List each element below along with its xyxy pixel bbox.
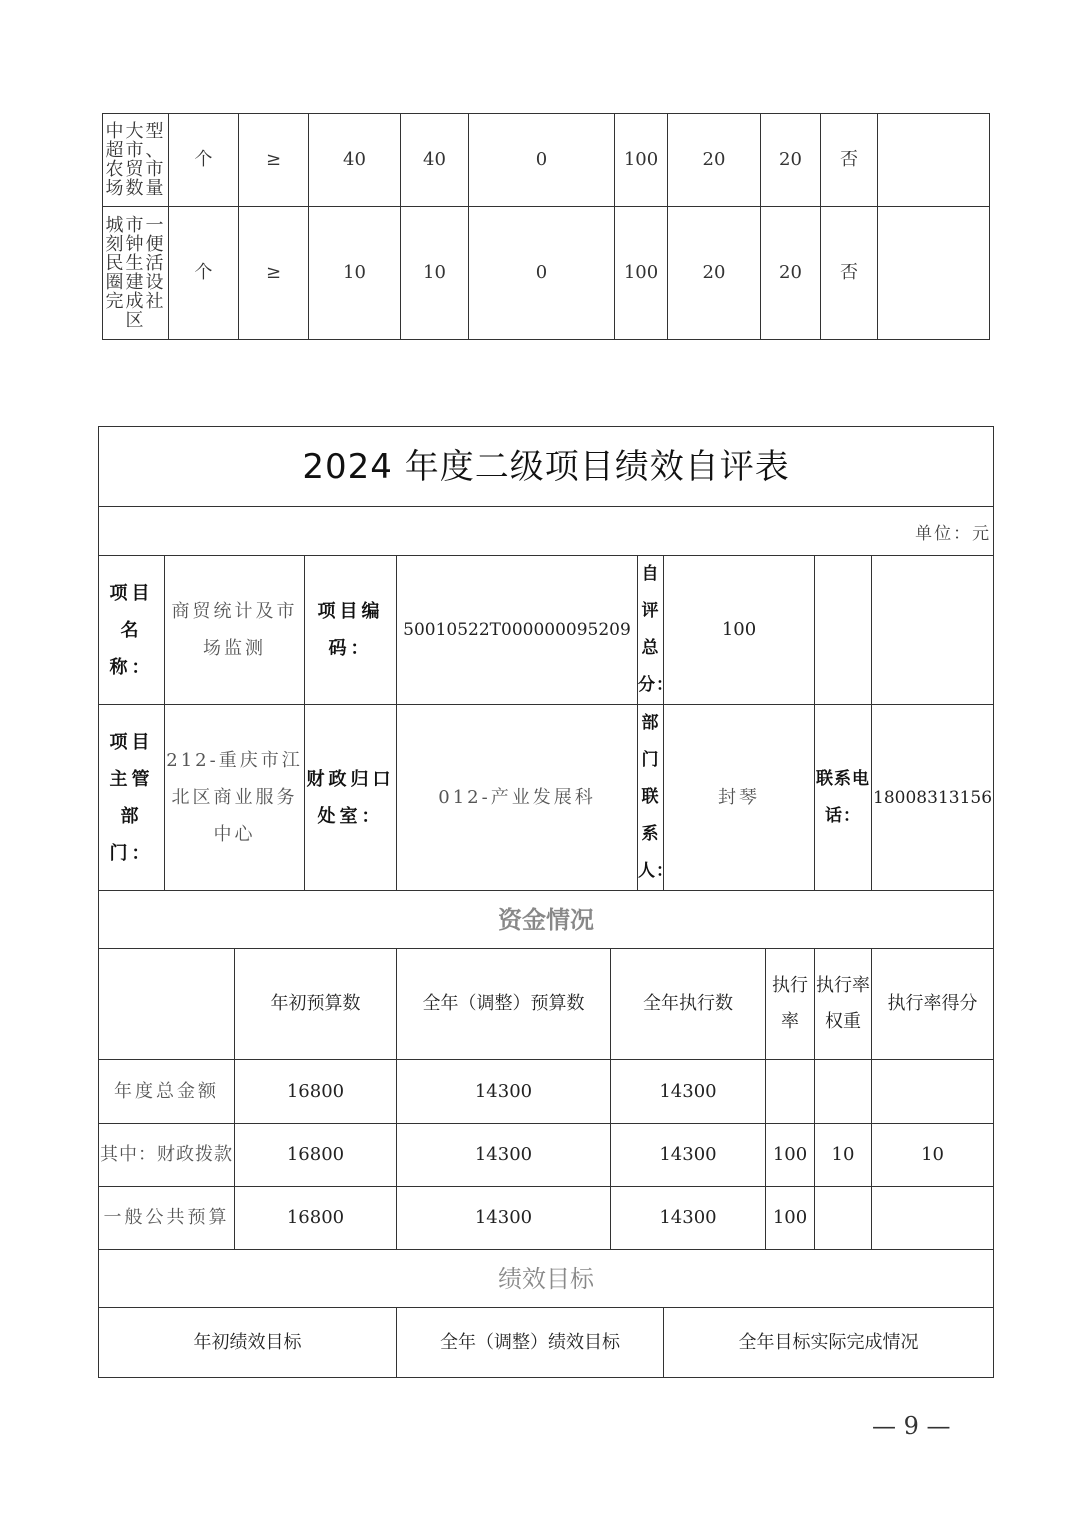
funds-section-title: 资金情况 bbox=[99, 891, 994, 949]
indicator-deviation: 0 bbox=[469, 207, 615, 340]
goals-header-row bbox=[99, 1308, 994, 1378]
funds-row-label: 年度总金额 bbox=[99, 1060, 235, 1124]
goals-header: 年初绩效目标 bbox=[99, 1308, 397, 1378]
funds-score: 10 bbox=[872, 1124, 994, 1187]
dept-label: 项目主管部门： bbox=[99, 705, 165, 891]
funds-initial: 16800 bbox=[235, 1187, 397, 1250]
funds-executed: 14300 bbox=[611, 1060, 766, 1124]
finance-office-value: 012-产业发展科 bbox=[397, 705, 638, 891]
contact-value: 封琴 bbox=[664, 705, 815, 891]
indicator-score: 20 bbox=[761, 207, 821, 340]
indicator-actual: 10 bbox=[401, 207, 469, 340]
empty-cell bbox=[815, 556, 872, 705]
funds-header bbox=[99, 949, 235, 1060]
table-row bbox=[103, 114, 990, 207]
indicator-note bbox=[878, 114, 990, 207]
indicator-completion: 100 bbox=[615, 114, 668, 207]
goals-header: 全年（调整）绩效目标 bbox=[397, 1308, 664, 1378]
funds-weight: 10 bbox=[815, 1124, 872, 1187]
indicator-table bbox=[102, 113, 990, 340]
form-title: 2024 年度二级项目绩效自评表 bbox=[99, 427, 994, 507]
project-code: 50010522T000000095209 bbox=[397, 556, 638, 705]
indicator-operator: ≥ bbox=[239, 207, 309, 340]
finance-office-label: 财政归口处室： bbox=[305, 705, 397, 891]
goals-header: 全年目标实际完成情况 bbox=[664, 1308, 994, 1378]
goals-section-title: 绩效目标 bbox=[99, 1250, 994, 1308]
indicator-actual: 40 bbox=[401, 114, 469, 207]
funds-score bbox=[872, 1187, 994, 1250]
project-code-label: 项目编码： bbox=[305, 556, 397, 705]
indicator-name: 城市一刻钟便民生活圈建设完成社区 bbox=[103, 207, 169, 340]
phone-label: 联系电话： bbox=[815, 705, 872, 891]
indicator-unit: 个 bbox=[169, 114, 239, 207]
funds-row bbox=[99, 1060, 994, 1124]
funds-row bbox=[99, 1187, 994, 1250]
indicator-weight: 20 bbox=[668, 207, 761, 340]
indicator-deviation: 0 bbox=[469, 114, 615, 207]
funds-executed: 14300 bbox=[611, 1124, 766, 1187]
contact-label: 部门联系人： bbox=[638, 705, 664, 891]
funds-header: 执行率权重 bbox=[815, 949, 872, 1060]
indicator-flag: 否 bbox=[821, 114, 878, 207]
funds-header-row bbox=[99, 949, 994, 1060]
funds-weight bbox=[815, 1187, 872, 1250]
self-score: 100 bbox=[664, 556, 815, 705]
funds-header: 执行率 bbox=[766, 949, 815, 1060]
phone-value: 18008313156 bbox=[872, 705, 994, 891]
funds-rate: 100 bbox=[766, 1187, 815, 1250]
funds-weight bbox=[815, 1060, 872, 1124]
indicator-flag: 否 bbox=[821, 207, 878, 340]
funds-adjusted: 14300 bbox=[397, 1187, 611, 1250]
indicator-score: 20 bbox=[761, 114, 821, 207]
indicator-operator: ≥ bbox=[239, 114, 309, 207]
funds-adjusted: 14300 bbox=[397, 1060, 611, 1124]
indicator-unit: 个 bbox=[169, 207, 239, 340]
funds-executed: 14300 bbox=[611, 1187, 766, 1250]
funds-initial: 16800 bbox=[235, 1124, 397, 1187]
indicator-weight: 20 bbox=[668, 114, 761, 207]
funds-header: 全年执行数 bbox=[611, 949, 766, 1060]
funds-row-label: 一般公共预算 bbox=[99, 1187, 235, 1250]
funds-row bbox=[99, 1124, 994, 1187]
funds-row-label: 其中：财政拨款 bbox=[99, 1124, 235, 1187]
funds-header: 年初预算数 bbox=[235, 949, 397, 1060]
table-row bbox=[103, 207, 990, 340]
funds-rate bbox=[766, 1060, 815, 1124]
indicator-name: 中大型超市、农贸市场数量 bbox=[103, 114, 169, 207]
project-name-label: 项目名称： bbox=[99, 556, 165, 705]
dept-value: 212-重庆市江北区商业服务中心 bbox=[165, 705, 305, 891]
indicator-target: 40 bbox=[309, 114, 401, 207]
evaluation-form bbox=[98, 426, 994, 1378]
empty-cell bbox=[872, 556, 994, 705]
unit-label: 单位：元 bbox=[99, 507, 994, 556]
funds-header: 全年（调整）预算数 bbox=[397, 949, 611, 1060]
indicator-note bbox=[878, 207, 990, 340]
project-name: 商贸统计及市场监测 bbox=[165, 556, 305, 705]
self-score-label: 自评总分： bbox=[638, 556, 664, 705]
funds-rate: 100 bbox=[766, 1124, 815, 1187]
funds-initial: 16800 bbox=[235, 1060, 397, 1124]
indicator-completion: 100 bbox=[615, 207, 668, 340]
funds-header: 执行率得分 bbox=[872, 949, 994, 1060]
indicator-target: 10 bbox=[309, 207, 401, 340]
funds-adjusted: 14300 bbox=[397, 1124, 611, 1187]
page-number: — 9 — bbox=[872, 1412, 951, 1440]
funds-score bbox=[872, 1060, 994, 1124]
